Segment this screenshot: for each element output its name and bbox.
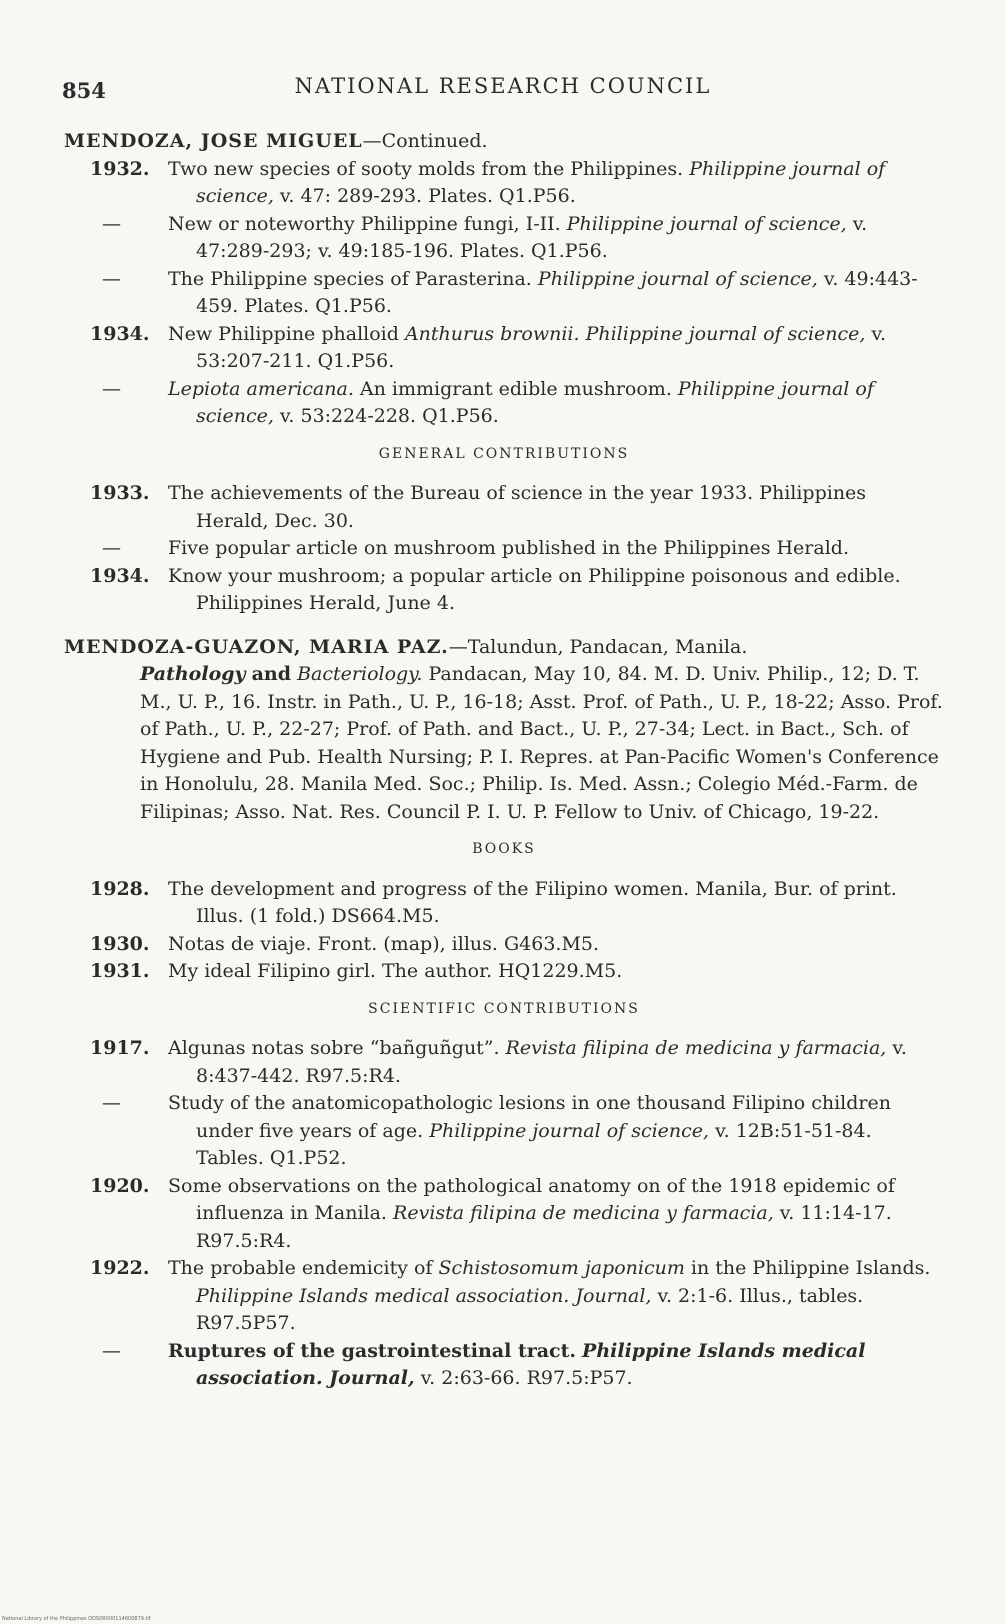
entry-title: Study of the anatomicopathologic lesions in one thousand Filipino children under five years of age.	[168, 1092, 891, 1142]
person-address: —Talundun, Pandacan, Manila.	[448, 635, 748, 658]
bibliography-entry	[64, 1255, 944, 1338]
entry-title: New Philippine phalloid	[168, 322, 399, 345]
entry-title: Some observations on the pathological anatomy on of the 1918 epidemic of influenza in Manila.	[168, 1174, 895, 1224]
entry-title: Ruptures of the gastrointestinal tract.	[168, 1339, 576, 1362]
bibliography-entry	[64, 211, 944, 266]
field-of-study: Pathology	[140, 663, 246, 685]
entry-journal: Philippine journal of science,	[537, 267, 818, 290]
entry-text: The achievements of the Bureau of science in the year 1933. Philippines Herald, Dec. 30.	[168, 482, 867, 532]
entry-text: Know your mushroom; a popular article on Philippine poisonous and edible. Philippines Herald, June 4.	[168, 564, 901, 614]
entry-title-continued: in the Philippine Islands.	[690, 1257, 931, 1279]
entry-year: 1934.	[90, 564, 150, 587]
entry-year: —	[102, 212, 121, 235]
person-name-heading	[64, 128, 944, 156]
entry-journal: Revista filipina de medicina y farmacia,	[505, 1037, 887, 1059]
entry-year: 1930.	[90, 932, 150, 955]
person-name: MENDOZA, JOSE MIGUEL	[64, 130, 363, 152]
entry-italic-term: Lepiota americana.	[168, 377, 354, 400]
section-heading-scientific: SCIENTIFIC CONTRIBUTIONS	[368, 1000, 640, 1017]
entry-year: 1934.	[90, 322, 150, 345]
entry-year: —	[102, 1092, 121, 1114]
entry-year: —	[102, 267, 121, 290]
bibliography-entry	[64, 535, 944, 563]
entry-citation: v. 47:289-293; v. 49:185-196. Plates. Q1.P56.	[196, 212, 868, 262]
field-conjunction: and	[251, 663, 292, 685]
entry-journal: Philippine journal of science,	[429, 1119, 710, 1142]
bibliography-entry	[64, 1035, 944, 1090]
biography-body	[64, 661, 944, 826]
entry-title: An immigrant edible mushroom.	[359, 377, 672, 400]
page-number: 854	[62, 78, 106, 103]
bibliography-entry	[64, 480, 944, 535]
entry-year: 1933.	[90, 482, 150, 504]
section-heading-books: BOOKS	[472, 841, 536, 857]
biography-entry	[64, 634, 944, 827]
scan-credit: National Library of the Philippines DDS0R000114600879.tif	[2, 1616, 151, 1622]
bibliography-entry	[64, 321, 944, 376]
entry-citation: v. 47: 289-293. Plates. Q1.P56.	[279, 185, 576, 207]
entry-text: My ideal Filipino girl. The author. HQ1229.M5.	[168, 960, 623, 982]
bibliography-entry	[64, 563, 944, 618]
entry-journal: Philippine journal of science,	[585, 322, 866, 345]
bibliography-entry	[64, 266, 944, 321]
entry-text: Notas de viaje. Front. (map), illus. G463.M5.	[168, 932, 600, 955]
entry-journal: Philippine journal of science,	[566, 212, 847, 235]
entry-citation: v. 2:1-6. Illus., tables. R97.5P57.	[196, 1284, 864, 1334]
running-head: NATIONAL RESEARCH COUNCIL	[294, 74, 712, 98]
entry-journal: Philippine Islands medical association. Journal,	[196, 1284, 652, 1307]
bibliography-entry	[64, 958, 944, 986]
entry-italic-term: Anthurus brownii.	[404, 322, 580, 345]
entry-journal: Philippine journal of science,	[196, 157, 886, 207]
bibliography-entry	[64, 1090, 944, 1173]
entry-journal: Revista filipina de medicina y farmacia,	[393, 1202, 774, 1224]
continued-label: —Continued.	[362, 130, 488, 152]
entry-text: Five popular article on mushroom published in the Philippines Herald.	[168, 537, 849, 559]
entry-title: The probable endemicity of	[168, 1257, 433, 1279]
entry-citation: v. 53:207-211. Q1.P56.	[196, 322, 887, 372]
entry-citation: v. 11:14-17. R97.5:R4.	[196, 1202, 892, 1252]
entry-year: 1917.	[90, 1037, 150, 1059]
entry-year: 1932.	[90, 157, 150, 180]
entry-year: 1922.	[90, 1257, 150, 1279]
entry-citation: v. 2:63-66. R97.5:P57.	[420, 1367, 633, 1389]
entry-citation: v. 8:437-442. R97.5:R4.	[196, 1037, 907, 1087]
entry-year: 1920.	[90, 1174, 150, 1197]
bibliography-entry	[64, 931, 944, 959]
entry-journal: Philippine Islands medical association. Journal,	[196, 1339, 866, 1389]
entry-title: The Philippine species of Parasterina.	[168, 267, 532, 290]
entry-year: —	[102, 537, 121, 559]
field-of-study-2: Bacteriology.	[297, 663, 423, 685]
bibliography-entry	[64, 1338, 944, 1393]
entry-citation: v. 12B:51-51-84. Tables. Q1.P52.	[196, 1119, 872, 1169]
entry-title: Two new species of sooty molds from the Philippines.	[168, 157, 684, 180]
entry-year: 1928.	[90, 877, 150, 900]
entry-journal: Philippine journal of science,	[196, 377, 874, 427]
entry-title: Algunas notas sobre “bañguñgut”.	[168, 1037, 500, 1059]
bibliography-entry	[64, 156, 944, 211]
biography-text: Pandacan, May 10, 84. M. D. Univ. Philip., 12; D. T. M., U. P., 16. Instr. in Path., U. P., 16-18; Asst. Prof. of Path., U. P., 18-22; Asso. Prof. of Path., U. P., 22-27; Prof. of Path. and Bact., U. P., 27-34; Lect. in Bact., Sch. of Hygiene and Pub. Health Nursing; P. I. Repres. at Pan-Pacific Women's Conference in Honolulu, 28. Manila Med. Soc.; Philip. Is. Med. Assn.; Colegio Méd.-Farm. de Filipinas; Asso. Nat. Res. Council P. I. U. P. Fellow to Univ. of Chicago, 19-22.	[140, 663, 943, 823]
entry-title: New or noteworthy Philippine fungi, I-II.	[168, 212, 561, 235]
entry-citation: v. 53:224-228. Q1.P56.	[279, 405, 499, 427]
entry-year: 1931.	[90, 960, 150, 982]
entry-italic-term: Schistosomum japonicum	[438, 1257, 685, 1279]
bibliography-entry	[64, 1173, 944, 1256]
entry-citation: v. 49:443-459. Plates. Q1.P56.	[196, 267, 918, 317]
entry-text: The development and progress of the Filipino women. Manila, Bur. of print. Illus. (1 fold.) DS664.M5.	[168, 877, 897, 927]
bibliography-entry	[64, 876, 944, 931]
section-heading-general: GENERAL CONTRIBUTIONS	[378, 445, 630, 462]
entry-year: —	[102, 1339, 121, 1362]
page-content	[64, 128, 944, 1393]
person-name: MENDOZA-GUAZON, MARIA PAZ.	[64, 635, 449, 658]
bibliography-entry	[64, 376, 944, 431]
entry-year: —	[102, 377, 121, 400]
biography-heading-line	[64, 634, 944, 662]
